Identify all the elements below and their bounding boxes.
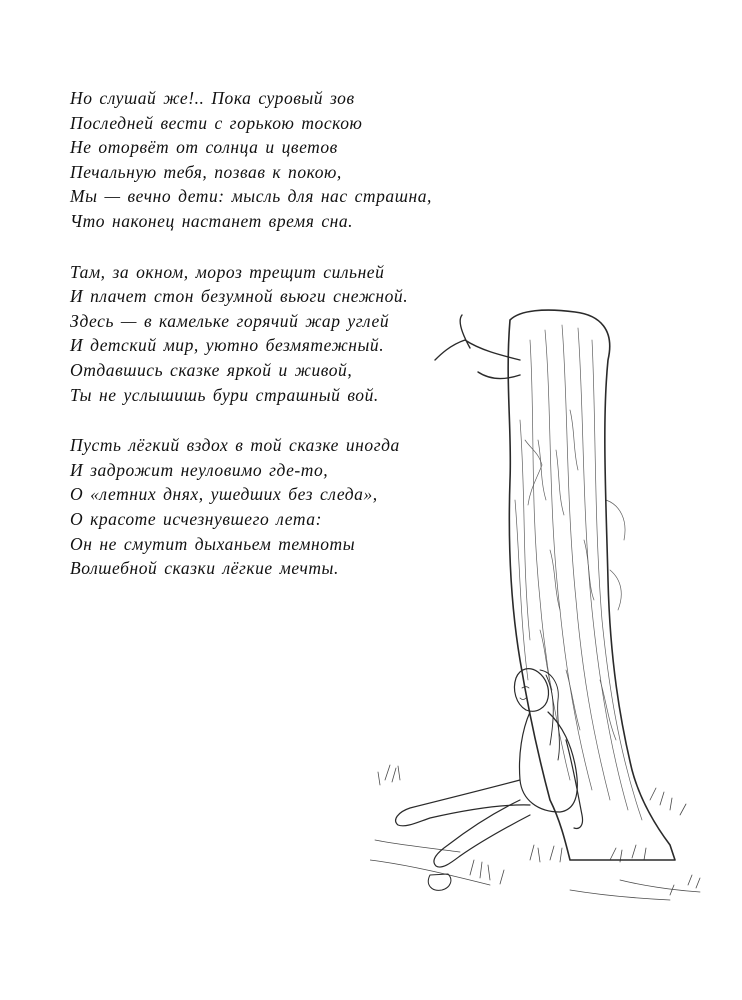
poem-line: Он не смутит дыханьем темноты [70, 533, 356, 554]
poem-line: Но слушай же!.. Пока суровый зов [70, 88, 355, 108]
poem-line: Ты не услышишь бури страшный вой. [70, 384, 379, 405]
poem-line: Пусть лёгкий вздох в той сказке иногда [70, 435, 400, 456]
tree-trunk [508, 310, 675, 860]
bark-texture [515, 325, 642, 820]
tree-girl-illustration [370, 300, 710, 920]
poem-line: Мы — вечно дети: мысль для нас страшна, [70, 186, 432, 207]
stanza-1 [70, 86, 490, 234]
poem-line: Что наконец настанет время сна. [70, 210, 354, 231]
sleeping-girl [396, 669, 583, 891]
poem-line: О «летних днях, ушедших без следа», [70, 484, 378, 505]
poem-line: Волшебной сказки лёгкие мечты. [70, 558, 339, 579]
poem-line: И задрожит неуловимо где-то, [70, 459, 329, 480]
poem-line: И плачет стон безумной вьюги снежной. [70, 286, 409, 307]
poem-line: Не оторвёт от солнца и цветов [70, 137, 338, 158]
tree-branch [435, 315, 520, 378]
poem-line: Последней вести с горькою тоскою [70, 112, 363, 133]
poem-line: Отдавшись сказке яркой и живой, [70, 359, 353, 380]
poem-line: О красоте исчезнувшего лета: [70, 508, 322, 529]
grass [370, 765, 700, 900]
tree-with-sleeping-girl-sketch-icon [370, 300, 710, 920]
poem-line: Здесь — в камельке горячий жар углей [70, 310, 390, 331]
poem-line: Там, за окном, мороз трещит сильней [70, 261, 385, 282]
poem-line: И детский мир, уютно безмятежный. [70, 335, 385, 356]
poem-line: Печальную тебя, позвав к покою, [70, 161, 342, 182]
